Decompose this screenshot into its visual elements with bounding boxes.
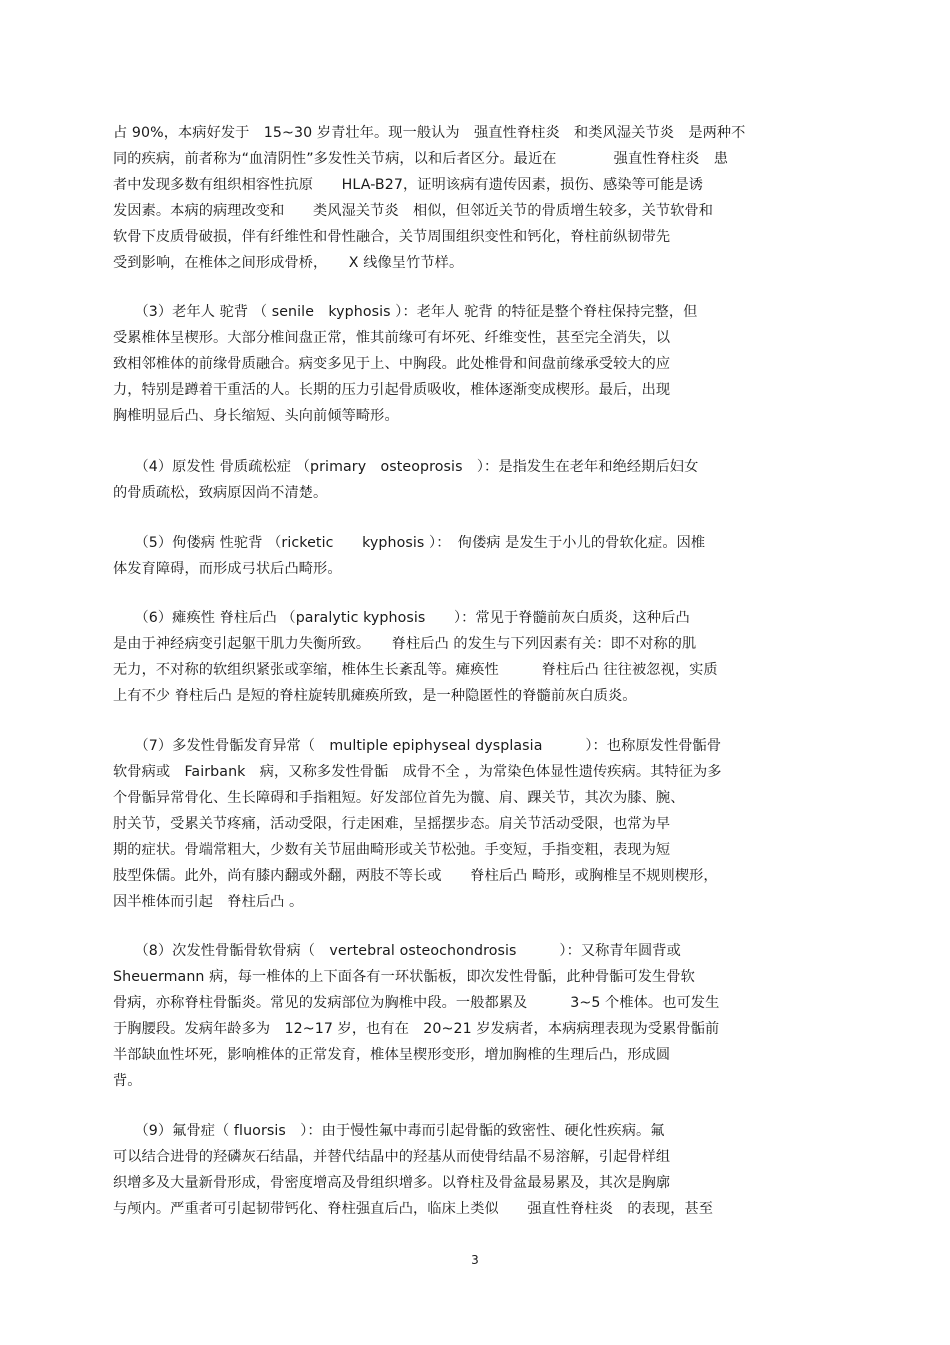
text-line: 者中发现多数有组织相容性抗原 HLA-B27，证明该病有遗传因素，损伤、感染等可能是诱 [113, 177, 704, 193]
text-line: （8）次发性骨骺骨软骨病（ vertebral osteochondrosis ）：又称青年圆背或 [113, 943, 681, 959]
text-line: 力，特别是蹲着干重活的人。长期的压力引起骨质吸收，椎体逐渐变成楔形。最后，出现 [113, 382, 671, 398]
text-line: 发因素。本病的病理改变和 类风湿关节炎 相似，但邻近关节的骨质增生较多，关节软骨和 [113, 203, 714, 219]
text-line: 致相邻椎体的前缘骨质融合。病变多见于上、中胸段。此处椎骨和间盘前缘承受较大的应 [113, 356, 671, 372]
text-line: 可以结合进骨的羟磷灰石结晶，并替代结晶中的羟基从而使骨结晶不易溶解，引起骨样组 [113, 1149, 671, 1165]
text-line: 同的疾病，前者称为“血清阴性”多发性关节病，以和后者区分。最近在 强直性脊柱炎 患 [113, 151, 728, 167]
text-line: 半部缺血性坏死，影响椎体的正常发育，椎体呈楔形变形，增加胸椎的生理后凸，形成圆 [113, 1047, 671, 1063]
text-line: （4）原发性 骨质疏松症 （primary osteoprosis ）：是指发生在老年和绝经期后妇女 [113, 459, 699, 475]
text-line: 上有不少 脊柱后凸 是短的脊柱旋转肌瘫痪所致，是一种隐匿性的脊髓前灰白质炎。 [113, 688, 637, 704]
text-line: （5）佝偻病 性驼背 （ricketic kyphosis ）： 佝偻病 是发生于小儿的骨软化症。因椎 [113, 535, 706, 551]
text-line: 受累椎体呈楔形。大部分椎间盘正常，惟其前缘可有坏死、纤维变性，甚至完全消失，以 [113, 330, 671, 346]
text-line: （9）氟骨症（ fluorsis ）：由于慢性氟中毒而引起骨骺的致密性、硬化性疾病。氟 [113, 1123, 665, 1139]
text-line: 软骨下皮质骨破损，伴有纤维性和骨性融合，关节周围组织变性和钙化，脊柱前纵韧带先 [113, 229, 671, 245]
text-line: 因半椎体而引起 脊柱后凸 。 [113, 894, 304, 910]
text-line: 是由于神经病变引起躯干肌力失衡所致。 脊柱后凸 的发生与下列因素有关：即不对称的肌 [113, 636, 697, 652]
text-line: Sheuermann 病，每一椎体的上下面各有一环状骺板，即次发性骨骺，此种骨骺可发生骨软 [113, 969, 695, 985]
text-line: （7）多发性骨骺发育异常（ multiple epiphyseal dysplasia ）：也称原发性骨骺骨 [113, 738, 722, 754]
text-line: 个骨骺异常骨化、生长障碍和手指粗短。好发部位首先为髋、肩、踝关节，其次为膝、腕、 [113, 790, 685, 806]
text-line: （3）老年人 驼背 （ senile kyphosis ）：老年人 驼背 的特征是整个脊柱保持完整，但 [113, 304, 698, 320]
text-line: 肘关节，受累关节疼痛，活动受限，行走困难，呈摇摆步态。肩关节活动受限，也常为早 [113, 816, 671, 832]
text-line: 肢型侏儒。此外，尚有膝内翻或外翻，两肢不等长或 脊柱后凸 畸形，或胸椎呈不规则楔形， [113, 868, 718, 884]
text-line: （6）瘫痪性 脊柱后凸 （paralytic kyphosis ）：常见于脊髓前灰白质炎，这种后凸 [113, 610, 690, 626]
text-line: 占 90%，本病好发于 15~30 岁青壮年。现一般认为 强直性脊柱炎 和类风湿关节炎 是两种不 [113, 125, 746, 141]
text-line: 无力，不对称的软组织紧张或挛缩，椎体生长紊乱等。瘫痪性 脊柱后凸 往往被忽视，实质 [113, 662, 718, 678]
text-line: 于胸腰段。发病年龄多为 12~17 岁，也有在 20~21 岁发病者，本病病理表现为受累骨骺前 [113, 1021, 720, 1037]
text-line: 骨病，亦称脊柱骨骺炎。常见的发病部位为胸椎中段。一般都累及 3~5 个椎体。也可发生 [113, 995, 720, 1011]
text-line: 与颅内。严重者可引起韧带钙化、脊柱强直后凸，临床上类似 强直性脊柱炎 的表现，甚至 [113, 1201, 714, 1217]
text-line: 的骨质疏松，致病原因尚不清楚。 [113, 485, 328, 501]
text-line: 受到影响，在椎体之间形成骨桥， X 线像呈竹节样。 [113, 255, 464, 271]
text-line: 背。 [113, 1073, 142, 1089]
text-line: 体发育障碍，而形成弓状后凸畸形。 [113, 561, 342, 577]
text-line: 软骨病或 Fairbank 病，又称多发性骨骺 成骨不全 ，为常染色体显性遗传疾病。其特征为多 [113, 764, 722, 780]
text-line: 胸椎明显后凸、身长缩短、头向前倾等畸形。 [113, 408, 399, 424]
text-line: 期的症状。骨端常粗大，少数有关节屈曲畸形或关节松弛。手变短，手指变粗，表现为短 [113, 842, 671, 858]
text-line: 织增多及大量新骨形成，骨密度增高及骨组织增多。以脊柱及骨盆最易累及，其次是胸廓 [113, 1175, 671, 1191]
page-number: 3 [471, 1253, 479, 1267]
